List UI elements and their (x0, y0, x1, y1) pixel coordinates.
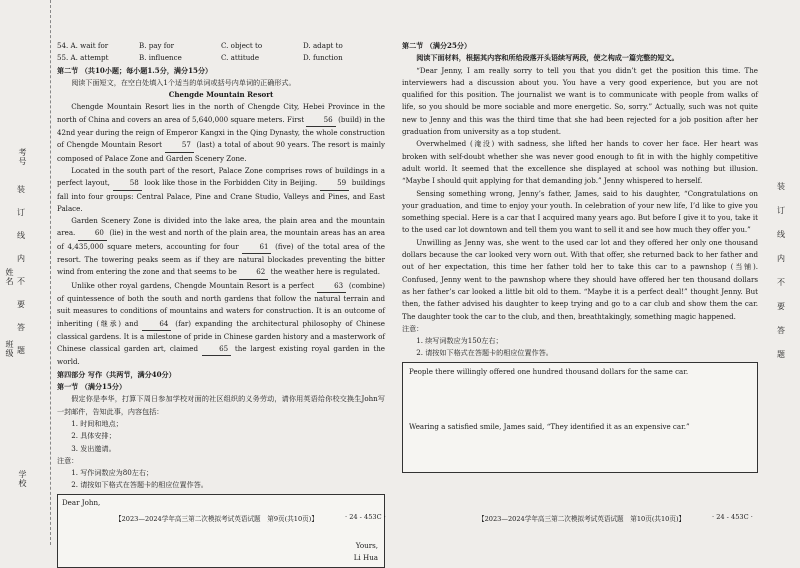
footer-page-10: 【2023—2024学年高三第二次模拟考试英语试题 第10页(共10页)】 (478, 515, 686, 523)
blank-57[interactable]: 57 (165, 139, 194, 152)
email-signoff: Yours, Li Hua (353, 541, 378, 563)
prompt-item: 3. 发出邀请。 (71, 443, 116, 453)
binding-gutter-right (762, 0, 800, 545)
instruction: 阅读下面短文，在空白处填入1个适当的单词或括号内单词的正确形式。 (71, 77, 296, 87)
email-answer-box[interactable] (57, 494, 385, 568)
page-10-column (402, 40, 758, 473)
passage-title: Chengde Mountain Resort (168, 90, 274, 100)
note-item: 1. 写作词数应为80左右； (71, 468, 154, 478)
prompt-item: 2. 具体安排； (71, 431, 116, 441)
email-greeting: Dear John, (62, 497, 101, 507)
exam-number-label: 考号 (18, 148, 27, 166)
binding-gutter-left (0, 0, 51, 545)
school-label: 学校 (18, 470, 27, 488)
page-9-column (57, 40, 385, 568)
blank-56[interactable]: 56 (306, 114, 335, 127)
option-row: 54. A. wait for B. pay for C. object to D. adapt to (57, 41, 343, 50)
passage-paragraph: Unlike other royal gardens, Chengde Mountain Resort is a perfect 63 (combine) of quintessence of both the south and north gardens that follow the natural terrain and suit measures to conditions of mountains and waters for construction. It is an outcome of inheriting (继承) and 64 (far) expanding the architectural philosophy of Chinese classical gardens. It is a milestone of pride in Chinese garden history and a masterwork of Chinese classical garden art, claimed 65 the largest existing royal garden in the world. (57, 280, 385, 367)
note-item: 2. 请按如下格式在答题卡的相应位置作答。 (416, 348, 553, 358)
blank-58[interactable]: 58 (113, 177, 142, 190)
seal-line-text-left: 装 订 线 内 不 要 答 题 (17, 185, 25, 355)
writing-prompt: 假定你是李华，打算下周日参加学校对面的社区组织的义务劳动，请你用英语给你校交换生John写一封邮件，告知此事，内容包括： (57, 394, 385, 416)
note-item: 1. 续写词数应为150左右； (416, 336, 503, 346)
blank-61[interactable]: 61 (242, 241, 271, 254)
footer-code-left: · 24 - 453C · (345, 513, 386, 521)
name-label: 姓名 (5, 268, 14, 286)
story-paragraph: Sensing something wrong, Jenny’s father, James, said to his daughter, “Congratulations on your graduation, and time to enjoy your youth. In celebration of your new life, I’d like to give you something special. Here is a car that I acquired many years ago. But before I give it to you, take it to the used car lot downtown and tell them you want to sell it and see how much they offer you.” (402, 188, 758, 235)
blank-65[interactable]: 65 (202, 343, 231, 356)
class-label: 班级 (5, 340, 14, 358)
passage-paragraph: Chengde Mountain Resort lies in the north of Chengde City, Hebei Province in the north of China and covers an area of 5,640,000 square meters. First 56 (build) in the 42nd year during the reign of Emperor Kangxi in the Qing Dynasty, the whole construction of Chengde Mountain Resort 57 (last) a total of about 90 years. The resort is mainly composed of Palace Zone and Garden Scenery Zone. (57, 102, 385, 163)
section-heading: 第二节 （共10小题；每小题1.5分，满分15分） (57, 65, 213, 75)
continuation-opening-2: Wearing a satisfied smile, James said, “They identified it as an expensive car.” (409, 421, 690, 431)
instruction: 阅读下面材料，根据其内容和所给段落开头语续写两段，使之构成一篇完整的短文。 (416, 53, 679, 63)
note-label: 注意： (57, 455, 79, 465)
section-heading: 第二节 （满分25分） (402, 41, 472, 50)
part-heading: 第四部分 写作（共两节，满分40分） (57, 369, 176, 379)
blank-62[interactable]: 62 (239, 266, 268, 279)
blank-63[interactable]: 63 (317, 280, 346, 293)
note-item: 2. 请按如下格式在答题卡的相应位置作答。 (71, 480, 208, 490)
note-label: 注意： (402, 323, 424, 333)
section-heading: 第一节 （满分15分） (57, 382, 127, 392)
continuation-opening-1: People there willingly offered one hundred thousand dollars for the same car. (409, 366, 689, 376)
passage-paragraph: Garden Scenery Zone is divided into the lake area, the plain area and the mountain area. 60 (lie) in the west and north of the plain area, the mountain areas has an area of 4,435,000 square meters, accounting for four 61 (five) of the total area of the resort. The towering peaks seem as if they are natural blockades preventing the bitter wind from entering the zone and that seems to be 62 the weather here is regulated. (57, 215, 385, 279)
blank-59[interactable]: 59 (320, 177, 349, 190)
blank-60[interactable]: 60 (78, 227, 107, 240)
footer-code-right: · 24 - 453C · (712, 513, 753, 521)
story-paragraph: Overwhelmed (淹没) with sadness, she lifted her hands to cover her face. Her heart was broken with self-doubt whether she was never good enough to fit in with the highly competitive adult world. It seemed that the excellence she displayed at school was nothing but illusion. “Maybe I should quit applying for that demanding job.” Jenny whispered to herself. (402, 139, 758, 186)
blank-64[interactable]: 64 (142, 318, 171, 331)
story-paragraph: Unwilling as Jenny was, she went to the used car lot and they offered her only one thousand dollars because the car looked very worn out. With that offer, she returned back to her father and out of her expectation, this time her father told her to take this car to a pawnshop (当铺). Confused, Jenny went to the pawnshop where they should have offered her ten thousand dollars as her father’s car looked a little bit old to them. “Maybe it is a perfect deal!” thought Jenny. But then, the father advised his daughter to keep trying and go to a car club and show them the car. The daughter took the car to the club, and then, breathtakingly, something magic happened. (402, 237, 758, 321)
prompt-item: 1. 时间和地点； (71, 418, 123, 428)
story-paragraph: “Dear Jenny, I am really sorry to tell you that you didn’t get the position this time. The interviewers had a discussion about you. You have a very good experience, but you are not qualified for this position. The journalist we want is to communicate with people from walks of life, so you should be more sociable and more energetic. So, sorry.” Actually, such was not quite new to Jenny and this was the third time that she had been rejected for a job position after her graduation from university as a top student. (402, 65, 758, 137)
seal-line-text-right: 装 订 线 内 不 要 答 题 (777, 182, 785, 359)
passage-paragraph: Located in the south part of the resort, Palace Zone comprises rows of buildings in a perfect layout, 58 look like those in the Forbidden City in Beijing. 59 buildings fall into four groups: Central Palace, Pine and Crane Studio, Valleys and Pines, and East Palace. (57, 165, 385, 213)
option-row: 55. A. attempt B. influence C. attitude D. function (57, 53, 343, 63)
footer-page-9: 【2023—2024学年高三第二次模拟考试英语试题 第9页(共10页)】 (115, 515, 318, 523)
continuation-answer-box[interactable] (402, 362, 758, 473)
